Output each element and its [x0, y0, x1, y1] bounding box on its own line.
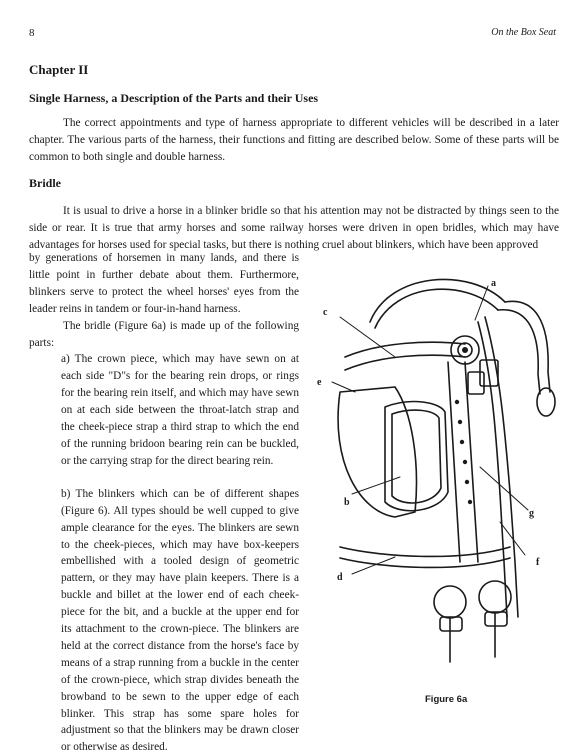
figure-label-a: a: [491, 278, 496, 289]
figure-label-g: g: [529, 508, 534, 519]
page-number: 8: [29, 27, 35, 39]
bridle-paragraph: It is usual to drive a horse in a blinker bridle so that his attention may not be distracted by things seen to the side or rear. It is true that army horses and some railway horses were driven in open bridles, which may have advantages for horses used for special tasks, but there is nothing cruel about blinkers, which have been approved: [29, 205, 559, 251]
bridle-heading: Bridle: [29, 176, 61, 190]
item-b-blinkers: b) The blinkers which can be of different shapes (Figure 6). All types should be well cupped to give ample clearance for the eyes. The blinkers are sewn to the cheek-pieces, which may have box-keepers embellished with a tooled design of geometric pattern, or they may have plain keepers. There is a buckle and billet at the lower end of each cheek-piece for the bit, and a buckle at the upper end for its attachment to the crown-piece. The blinkers are held at the correct distance from the horse's face by means of a strap running from a buckle in the center of the crown-piece, which strap divides beneath the browband to be sewn to the upper edge of each blinker. This strap has some spare holes for adjustment so that the blinkers may be drawn closer or otherwise as desired.: [61, 487, 299, 754]
figure-label-c: c: [323, 307, 328, 318]
figure-label-e: e: [317, 377, 322, 388]
figure-label-b: b: [344, 497, 350, 508]
item-a-crown-piece: a) The crown piece, which may have sewn on at each side "D"s for the bearing rein drops, or rings for the bearing rein itself, and which may have sewn on at each side between the throat-latch strap and the cheek-piece strap a third strap to which the end of the running bridoon bearing rein can be buckled, or the carrying strap for the direct bearing rein.: [61, 353, 299, 467]
running-title: On the Box Seat: [491, 27, 556, 38]
bridle-paragraph-continued: by generations of horsemen in many lands, and there is little point in further debate about them. Furthermore, blinkers serve to protect the wheel horses' eyes from the leader reins in tandem or four-in-hand harness.: [29, 252, 299, 315]
bridle-illustration: [300, 262, 570, 692]
intro-paragraph: The correct appointments and type of harness appropriate to different vehicles will be described in a later chapter. The various parts of the harness, their functions and fitting are described below. Some of these parts will be common to both single and double harness.: [29, 117, 559, 163]
figure-label-d: d: [337, 572, 343, 583]
left-column: [29, 250, 299, 756]
figure-caption: Figure 6a: [425, 694, 468, 705]
chapter-title: Chapter II: [29, 62, 89, 77]
bridle-parts-intro: The bridle (Figure 6a) is made up of the following parts:: [29, 319, 299, 349]
figure-label-f: f: [536, 557, 540, 568]
section-title: Single Harness, a Description of the Parts and their Uses: [29, 91, 319, 105]
